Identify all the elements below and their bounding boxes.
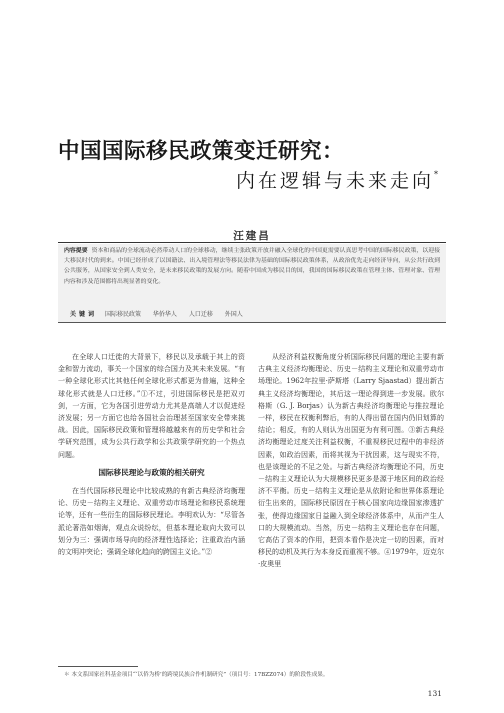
author-name: 汪建昌 — [233, 230, 271, 242]
footnote: ＊ 本文系国家社科基金项目“‘以侨为桥’的跨境民族合作机制研究”（项目号：17BZZ074）的阶段性成果。 — [64, 672, 329, 678]
title-footnote-mark: * — [434, 170, 438, 179]
body-paragraph: 从经济利益权衡角度分析国际移民问题的理论主要有新古典主义经济均衡理论、历史－结构主义理论和双重劳动市场理论。1962年拉里·萨斯塔（Larry Sjaastad）提出新古典主义经济均衡理论，其后这一理论得到进一步发展。欧尔格斯（G. J. Borjas）认为新古典经济均衡理论与推拉理论一样，移民在权衡利弊后，有的人得出留在国内仍旧划算的结论；相反，有的人则认为出国更为有利可图。③新古典经济均衡理论过度关注利益权衡，不重视移民过程中的非经济因素，如政治因素，而将其视为干扰因素，这与现实不符，也是该理论的不足之处。与新古典经济均衡理论不同，历史－结构主义理论认为大规模移民更多是源于地区间的政治经济不平衡。历史－结构主义理论是从依附论和世界体系理论衍生出来的，国际移民原因在于核心国家向边缘国家渗透扩张，使得边缘国家日益融入到全球经济体系中，从而产生人口的大规模流动。当然，历史－结构主义理论也存在问题，它高估了资本的作用，把资本看作是决定一切的因素，而对移民的动机及其行为本身反而重视不够。④1979年，迈克尔·皮奥里 — [258, 353, 444, 569]
keyword-item: 华侨华人 — [152, 311, 177, 318]
abstract-box — [58, 244, 446, 308]
page-number: 131 — [427, 689, 442, 698]
keywords-label: 关键词 — [70, 311, 98, 318]
abstract-bottom-rule — [58, 322, 446, 323]
subtitle-text: 内在逻辑与未来走向 — [235, 170, 434, 192]
section-heading: 国际移民理论与政策的相关研究 — [98, 467, 205, 477]
body-paragraph: 在当代国际移民理论中比较成熟的有新古典经济均衡理论、历史－结构主义理论、双重劳动市场理论和移民系统理论等，还有一些衍生的国际移民理论。李明欢认为：“尽管各派论著浩如烟海，观点众说纷纭，但基本理论取向大致可以划分为三：强调市场导向的经济理性选择论；注重政治内涵的文明冲突论；强调全球化趋向的跨国主义论。”② — [58, 487, 245, 557]
right-column — [258, 351, 444, 571]
keyword-item: 国际移民政策 — [104, 311, 141, 318]
keyword-item: 人口迁移 — [188, 311, 213, 318]
left-column — [58, 351, 245, 558]
abstract-top-rule — [58, 242, 446, 243]
abstract-label: 内容提要 — [64, 247, 88, 254]
footnote-rule — [58, 666, 138, 667]
keyword-item: 外国人 — [224, 311, 243, 318]
title-line-1: 中国国际移民政策变迁研究： — [58, 139, 345, 164]
keywords-box — [58, 308, 446, 322]
abstract-text: 资本和商品的全球流动必然带动人口的全球移动，继续主张政策开放并融入全球化的中国更需要认真思考中国的国际移民政策，以迎接大移民时代的到来。中国已经形成了以国籍法、出入境管理法等移民法律为基础的国际移民政策体系，从政治优先走向经济导向，从公共行政到公共服务，从国家安全到人类安全，是未来移民政策的发展方向。随着中国成为移民目的国，我国的国际移民政策在管理主体、管理对象、管理内容和涉及范围都将出现显著的变化。 — [64, 248, 441, 285]
title-line-2 — [236, 166, 438, 193]
body-paragraph: 在全球人口迁徙的大背景下，移民以及承载于其上的资金和智力流动，事关一个国家的综合国力及其未来发展。“有一种全球化形式比其他任何全球化形式都更为普遍，这种全球化形式就是人口迁移。”①不过，引进国际移民是把双刃剑，一方面，它为各国引进劳动力尤其是高端人才以促进经济发展；另一方面它也给各国社会治理甚至国家安全带来挑战。因此，国际移民政策和管理将越越来有的历史学和社会学研究范围，成为公共行政学和公共政策学研究的一个热点问题。 — [58, 353, 245, 459]
